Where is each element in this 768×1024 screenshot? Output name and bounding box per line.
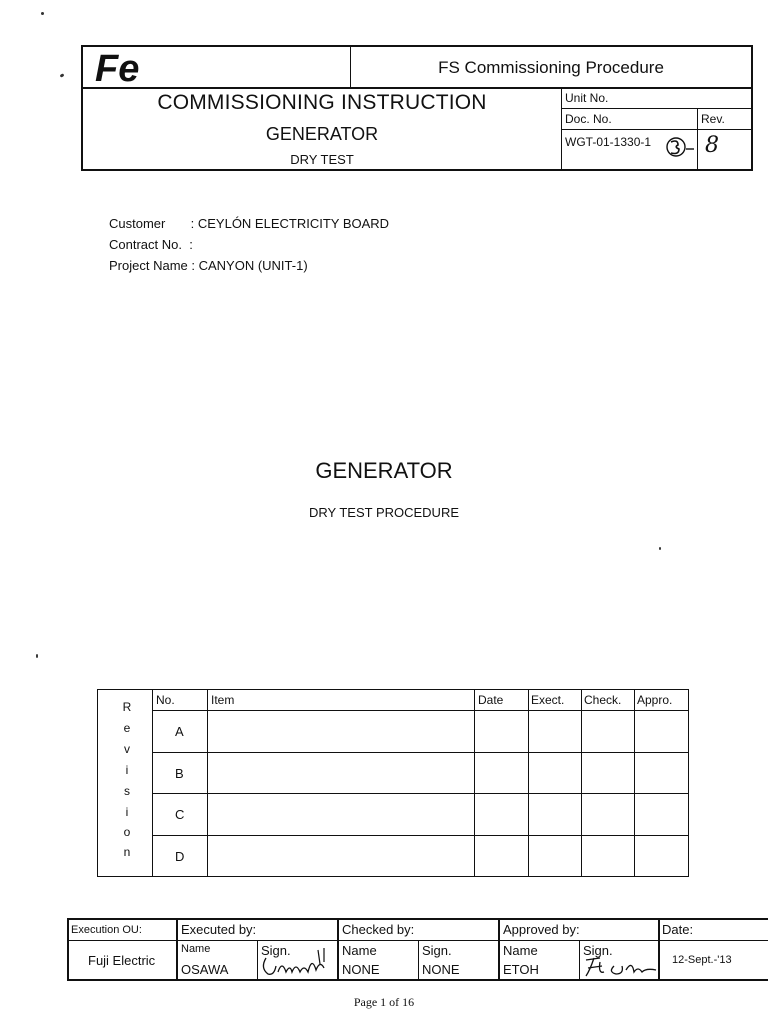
- document-sub-subject: DRY TEST: [290, 152, 354, 167]
- execution-ou-value: Fuji Electric: [88, 953, 156, 968]
- revision-side-letter: e: [123, 721, 131, 735]
- executed-by-label: Executed by:: [181, 922, 257, 937]
- executed-sign-label: Sign.: [261, 943, 291, 958]
- scan-speck: [36, 654, 38, 658]
- revision-row-b: B: [175, 766, 184, 781]
- revision-header-exect: Exect.: [531, 693, 565, 707]
- revision-table-rule: [474, 689, 475, 877]
- revision-row-a: A: [175, 724, 184, 739]
- revision-side-letter: o: [123, 825, 131, 839]
- checked-sign-value: NONE: [422, 962, 460, 977]
- logo-text: Fe: [95, 50, 140, 86]
- revision-table-rule: [152, 752, 689, 753]
- checked-by-label: Checked by:: [342, 922, 415, 937]
- header-divider: [350, 45, 351, 88]
- handwritten-revision-number: 8: [705, 133, 719, 158]
- approved-name-label: Name: [503, 943, 538, 958]
- revision-side-letter: s: [124, 784, 130, 798]
- header-divider: [81, 87, 753, 89]
- revision-table-rule: [634, 689, 635, 877]
- approval-date-value: 12-Sept.-'13: [672, 954, 732, 966]
- revision-header-no: No.: [156, 693, 175, 707]
- page-number: Page 1 of 16: [353, 995, 415, 1009]
- checked-name-label: Name: [342, 943, 377, 958]
- executed-name-value: OSAWA: [181, 962, 229, 977]
- revision-side-letter: i: [125, 805, 129, 819]
- signature-table-rule: [337, 918, 339, 981]
- revision-row-d: D: [175, 849, 185, 864]
- header-divider: [561, 129, 753, 130]
- date-label: Date:: [662, 922, 694, 937]
- contract-line: Contract No. :: [109, 237, 193, 252]
- signature-table-rule: [498, 918, 500, 981]
- doc-no-label: Doc. No.: [565, 112, 612, 126]
- execution-ou-label: Execution OU:: [71, 924, 142, 936]
- revision-header-appro: Appro.: [637, 693, 673, 707]
- revision-side-letter: n: [123, 845, 131, 859]
- revision-header-check: Check.: [584, 693, 622, 707]
- executed-signature: [258, 942, 336, 980]
- revision-table-rule: [152, 793, 689, 794]
- approved-signature: [580, 950, 660, 980]
- main-title: GENERATOR: [315, 458, 453, 483]
- revision-table-rule: [528, 689, 529, 877]
- customer-line: Customer : CEYLÓN ELECTRICITY BOARD: [109, 216, 390, 231]
- signature-table-rule: [418, 940, 419, 981]
- revision-table-rule: [152, 835, 689, 836]
- project-line: Project Name : CANYON (UNIT-1): [109, 258, 308, 273]
- scan-speck: [41, 12, 44, 15]
- header-divider: [561, 108, 753, 109]
- revision-header-item: Item: [211, 693, 235, 707]
- fuji-electric-logo: [95, 50, 175, 86]
- rev-label: Rev.: [701, 112, 725, 126]
- document-title: COMMISSIONING INSTRUCTION: [157, 91, 487, 114]
- revision-table-rule: [581, 689, 582, 877]
- revision-table: [97, 689, 689, 877]
- revision-side-letter: i: [125, 763, 129, 777]
- revision-table-rule: [152, 689, 153, 877]
- doc-no-value: WGT-01-1330-1: [565, 135, 652, 149]
- approved-name-value: ETOH: [503, 962, 539, 977]
- approved-by-label: Approved by:: [503, 922, 580, 937]
- approved-sign-label: Sign.: [583, 943, 613, 958]
- unit-no-label: Unit No.: [565, 91, 609, 105]
- checked-name-value: NONE: [342, 962, 380, 977]
- revision-table-rule: [207, 689, 208, 877]
- document-subject: GENERATOR: [265, 124, 379, 144]
- revision-row-c: C: [175, 807, 185, 822]
- procedure-title: FS Commissioning Procedure: [438, 58, 664, 77]
- scan-speck: [659, 547, 661, 550]
- main-subtitle: DRY TEST PROCEDURE: [308, 505, 460, 520]
- revision-header-date: Date: [478, 693, 504, 707]
- revision-table-rule: [152, 710, 689, 711]
- signature-table-rule: [176, 918, 178, 981]
- revision-side-letter: v: [124, 742, 130, 756]
- scan-speck: [60, 73, 65, 78]
- revision-side-letter: R: [122, 700, 132, 714]
- executed-name-label: Name: [181, 943, 211, 955]
- checked-sign-label: Sign.: [422, 943, 452, 958]
